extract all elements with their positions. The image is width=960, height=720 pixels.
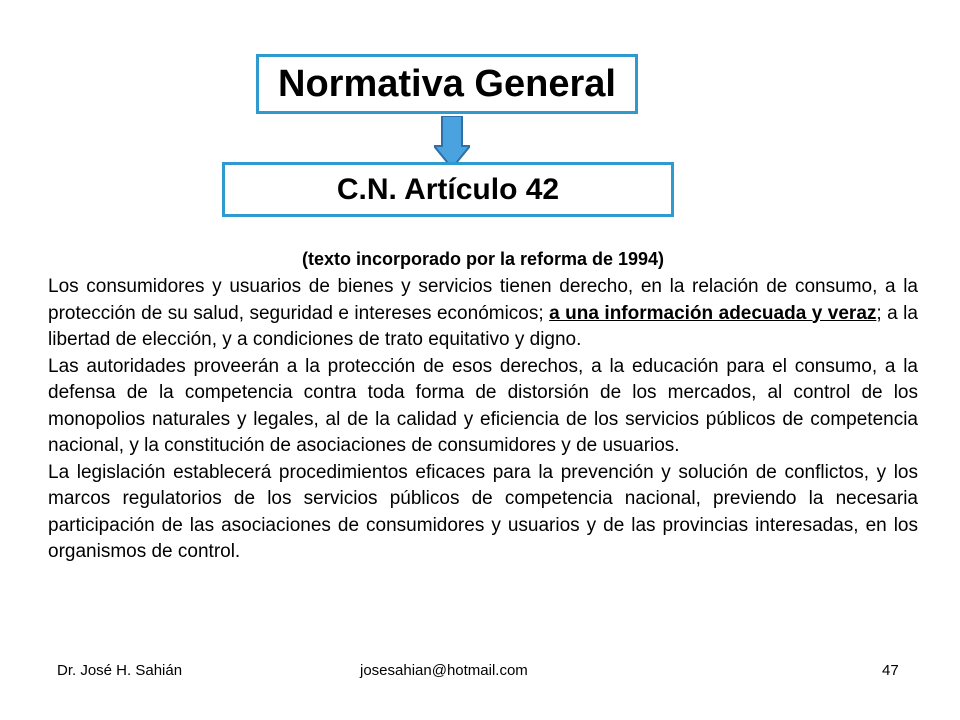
paragraph-1-emphasis: a una información adecuada y veraz xyxy=(549,302,877,324)
down-arrow-icon xyxy=(434,116,470,168)
paragraph-1-after: ; a la libertad de elección, y a condiciones de trato equitativo y digno. xyxy=(48,302,918,350)
slide-subtitle: C.N. Artículo 42 xyxy=(336,172,560,206)
paragraph-3: La legislación establecerá procedimientos eficaces para la prevención y solución de conflictos, y los marcos regulatorios de los servicios públicos de competencia nacional, previendo la necesaria participación de las asociaciones de consumidores y usuarios y de las provincias interesadas, en los organismos de control. xyxy=(48,461,918,562)
reform-note: (texto incorporado por la reforma de 1994) xyxy=(301,249,665,269)
footer-author: Dr. José H. Sahián xyxy=(57,662,183,679)
article-text xyxy=(48,274,918,566)
footer-page-number: 47 xyxy=(882,662,899,679)
paragraph-2: Las autoridades proveerán a la protección de esos derechos, a la educación para el consumo, a la defensa de la competencia contra toda forma de distorsión de los mercados, al control de los monopolios naturales y legales, al de la calidad y eficiencia de los servicios públicos de competencia nacional, y la constitución de asociaciones de consumidores y de usuarios. xyxy=(48,355,918,456)
subtitle-box xyxy=(222,162,674,217)
paragraph-1 xyxy=(48,274,918,354)
title-box xyxy=(256,54,638,114)
paragraph-1-before: Los consumidores y usuarios de bienes y servicios tienen derecho, en la relación de consumo, a la protección de su salud, seguridad e intereses económicos; xyxy=(48,276,918,324)
footer-email: josesahian@hotmail.com xyxy=(360,662,528,679)
slide-title: Normativa General xyxy=(278,62,616,105)
